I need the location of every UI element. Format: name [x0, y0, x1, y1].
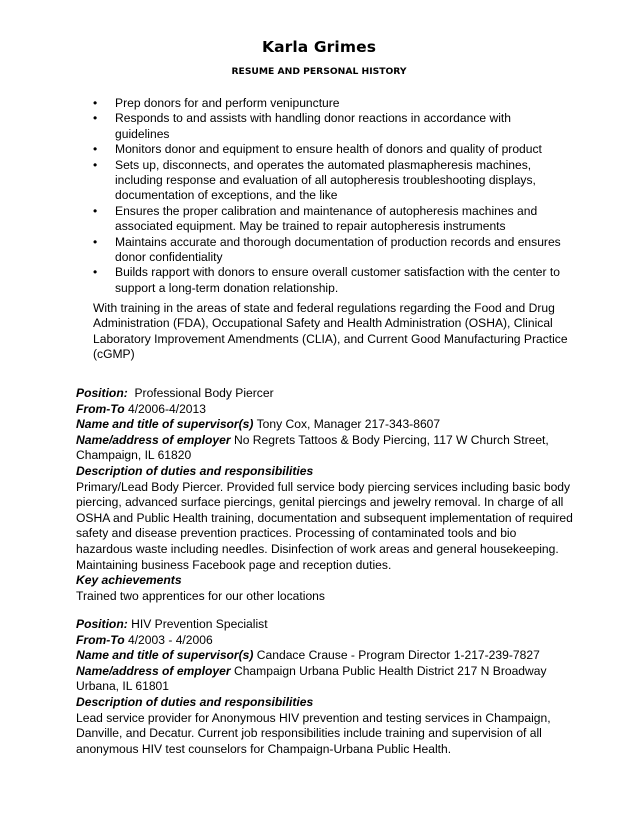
from-to-label: From-To — [76, 632, 125, 647]
resume-name: Karla Grimes — [261, 38, 377, 56]
from-to-value: 4/2006-4/2013 — [127, 401, 206, 416]
position-label: Position: — [76, 386, 128, 400]
supervisor-row — [76, 417, 576, 433]
duties-label: Description of duties and responsibilities — [76, 463, 314, 478]
resume-subtitle: RESUME AND PERSONAL HISTORY — [231, 66, 407, 77]
supervisor-value: Tony Cox, Manager 217-343-8607 — [256, 417, 441, 432]
from-to-label: From-To — [76, 401, 125, 416]
position-row — [76, 386, 576, 402]
position-value: HIV Prevention Specialist — [131, 617, 268, 631]
job-entry-2 — [76, 617, 576, 757]
training-paragraph: With training in the areas of state and federal regulations regarding the Food and Drug Administration (FDA), Occupational Safety and Health Administration (OSHA), Clinical Laboratory Improvement Amendments (CLIA), and Current Good Manufacturing Practice (cGMP) — [93, 301, 568, 362]
employer-label: Name/address of employer — [76, 663, 231, 678]
from-to-row — [76, 402, 576, 418]
supervisor-label: Name and title of supervisor(s) — [76, 648, 254, 663]
duties-bullet-list — [93, 96, 563, 296]
bullet-item: • Builds rapport with donors to ensure overall customer satisfaction with the center to support a long-term donation relationship. — [93, 265, 563, 296]
employer-value: Champaign Urbana Public Health District 217 N Broadway Urbana, IL 61801 — [76, 663, 547, 694]
supervisor-label: Name and title of supervisor(s) — [76, 417, 254, 432]
supervisor-value: Candace Crause - Program Director 1-217-239-7827 — [256, 648, 540, 663]
employer-row — [76, 433, 576, 464]
duties-value: Primary/Lead Body Piercer. Provided full service body piercing services including basic body piercing, advanced surface piercings, genital piercings and jewelry removal. In charge of all OSHA and Public Health training, documentation and subsequent implementation of required safety and disease prevention practices. Processing of contaminated tools and bio hazardous waste including needles. Disinfection of work areas and general housekeeping. Maintaining business Facebook page and reception duties. — [76, 479, 573, 572]
bullet-item: • Prep donors for and perform venipuncture — [93, 96, 563, 111]
bullet-item: • Ensures the proper calibration and maintenance of autopheresis machines and associated equipment. May be trained to repair autopheresis instruments — [93, 204, 563, 235]
employer-row — [76, 664, 576, 695]
achievements-value: Trained two apprentices for our other locations — [76, 588, 325, 603]
employer-label: Name/address of employer — [76, 432, 231, 447]
achievements-label: Key achievements — [76, 573, 182, 588]
employer-value: No Regrets Tattoos & Body Piercing, 117 W Church Street, Champaign, IL 61820 — [76, 432, 549, 463]
bullet-item: • Responds to and assists with handling donor reactions in accordance with guidelines — [93, 111, 563, 142]
from-to-value: 4/2003 - 4/2006 — [127, 632, 213, 647]
position-value: Professional Body Piercer — [134, 386, 274, 400]
from-to-row — [76, 633, 576, 649]
bullet-item: • Sets up, disconnects, and operates the automated plasmapheresis machines, including response and evaluation of all autopheresis troubleshooting displays, documentation of exceptions, and the like — [93, 158, 563, 204]
duties-value: Lead service provider for Anonymous HIV prevention and testing services in Champaign, Danville, and Decatur. Current job responsibilities include training and supervision of all anonymous HIV test counselors for Champaign-Urbana Public Health. — [76, 710, 551, 756]
position-label: Position: — [76, 617, 128, 631]
supervisor-row — [76, 648, 576, 664]
duties-label: Description of duties and responsibilities — [76, 694, 314, 709]
bullet-item: • Monitors donor and equipment to ensure health of donors and quality of product — [93, 142, 563, 157]
bullet-item: • Maintains accurate and thorough documentation of production records and ensures donor confidentiality — [93, 235, 563, 266]
position-row — [76, 617, 576, 633]
job-entry-1 — [76, 386, 576, 604]
